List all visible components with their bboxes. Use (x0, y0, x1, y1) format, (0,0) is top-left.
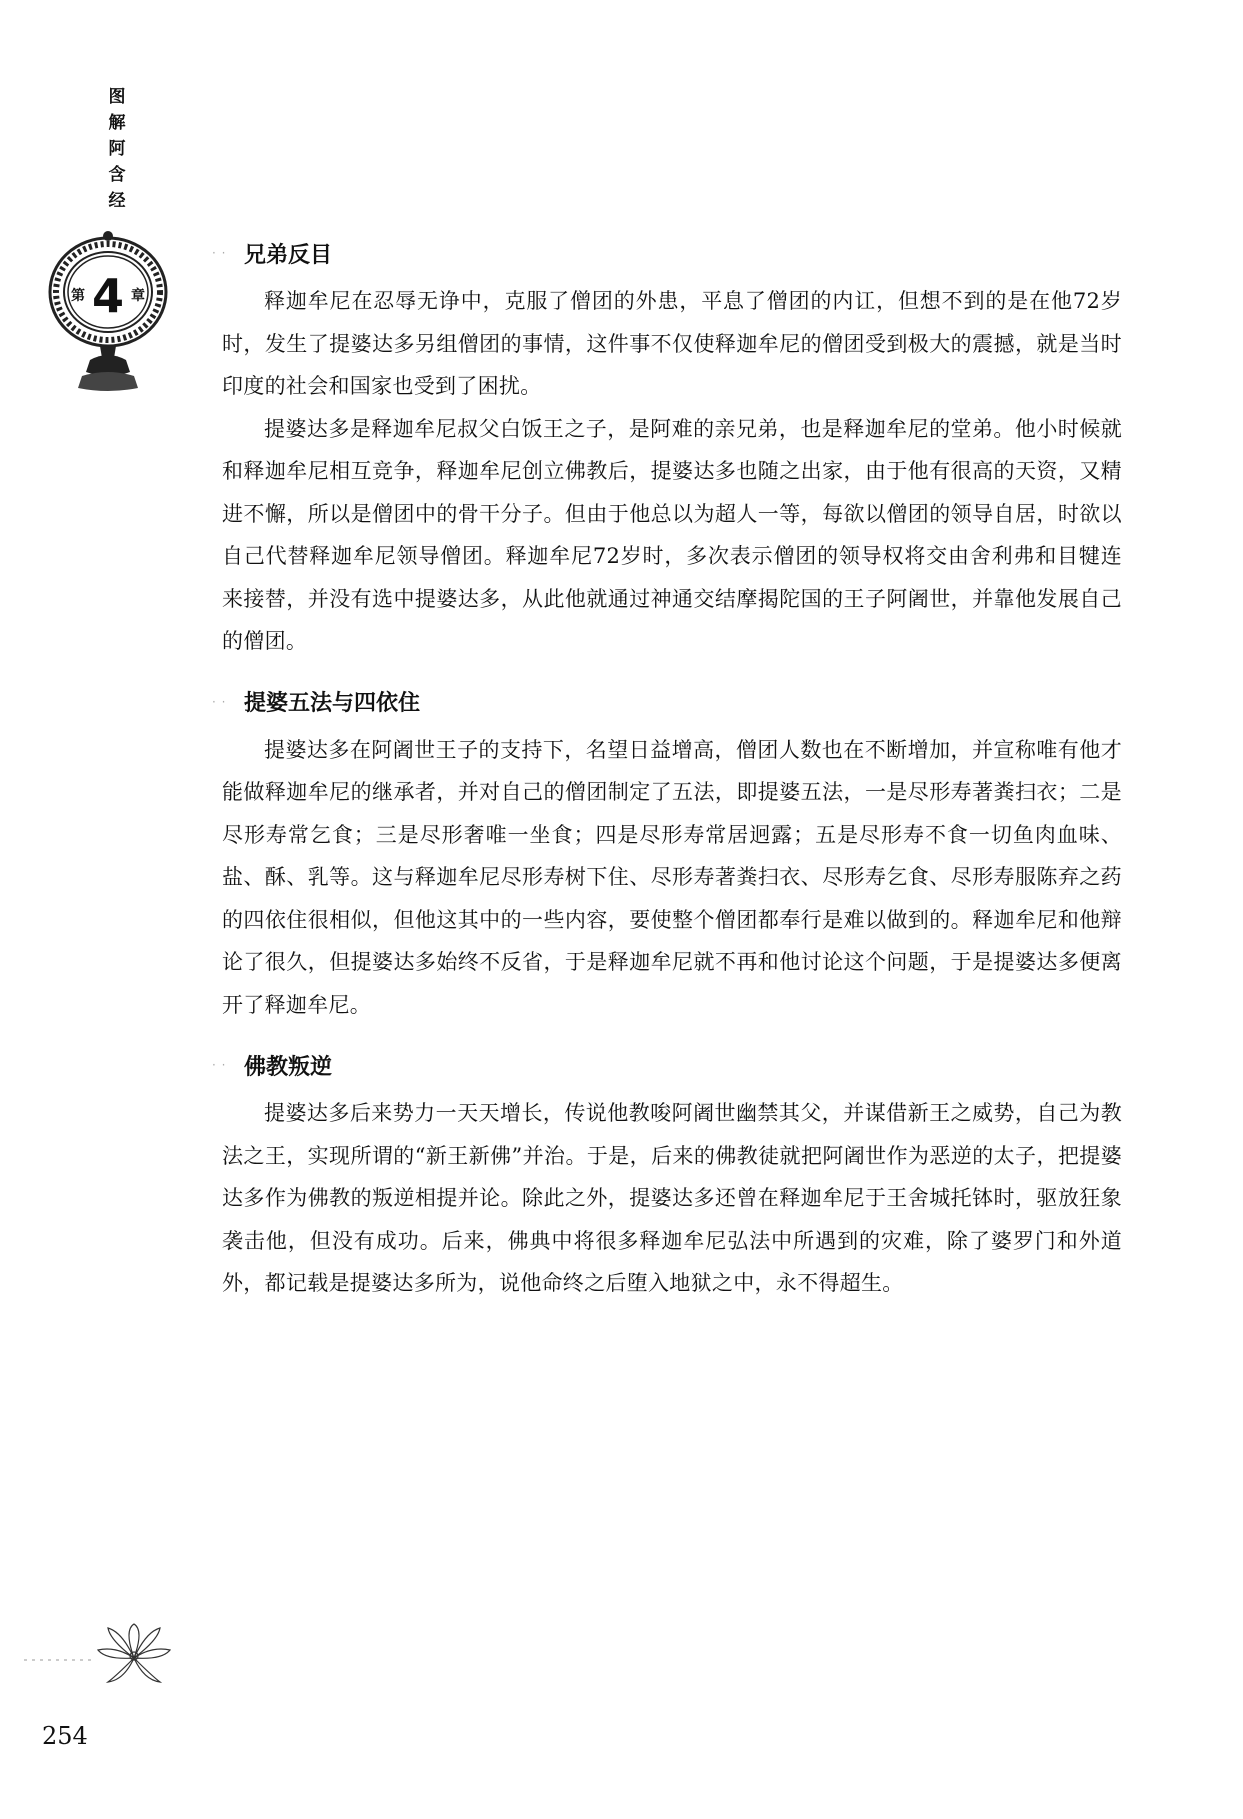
book-title-char: 解 (108, 113, 126, 133)
page-number: 254 (42, 1722, 88, 1750)
section-heading (212, 685, 1122, 719)
book-title-char: 含 (108, 165, 126, 185)
paragraph: 提婆达多在阿阇世王子的支持下，名望日益增高，僧团人数也在不断增加，并宣称唯有他才能做释迦牟尼的继承者，并对自己的僧团制定了五法，即提婆五法，一是尽形寿著粪扫衣；二是尽形寿常乞食；三是尽形奢唯一坐食；四是尽形寿常居迥露；五是尽形寿不食一切鱼肉血味、盐、酥、乳等。这与释迦牟尼尽形寿树下住、尽形寿著粪扫衣、尽形寿乞食、尽形寿服陈弃之药的四依住很相似，但他这其中的一些内容，要使整个僧团都奉行是难以做到的。释迦牟尼和他辩论了很久，但提婆达多始终不反省，于是释迦牟尼就不再和他讨论这个问题，于是提婆达多便离开了释迦牟尼。 (222, 737, 1122, 1017)
heading-mark-icon: · · (212, 246, 227, 260)
lotus-flower-icon (24, 1620, 174, 1690)
book-title-char: 经 (108, 191, 126, 211)
section-heading (212, 236, 1122, 270)
section-heading-text: 提婆五法与四依住 (244, 691, 421, 716)
book-title-char: 图 (108, 87, 126, 107)
section-rebellion (212, 1048, 1122, 1305)
chapter-suffix: 章 (131, 288, 145, 304)
section-five-rules (212, 685, 1122, 1027)
heading-mark-icon: · · (212, 694, 227, 709)
book-title (104, 84, 130, 214)
article-body (212, 236, 1122, 1327)
heading-mark-icon: · · (212, 1058, 227, 1072)
section-heading-text: 兄弟反目 (244, 242, 333, 268)
book-title-char: 阿 (108, 139, 126, 159)
section-heading (212, 1048, 1122, 1082)
paragraph: 提婆达多是释迦牟尼叔父白饭王之子，是阿难的亲兄弟，也是释迦牟尼的堂弟。他小时候就和释迦牟尼相互竞争，释迦牟尼创立佛教后，提婆达多也随之出家，由于他有很高的天资，又精进不懈，所以是僧团中的骨干分子。但由于他总以为超人一等，每欲以僧团的领导自居，时欲以自己代替释迦牟尼领导僧团。释迦牟尼72岁时，多次表示僧团的领导权将交由舍利弗和目犍连来接替，并没有选中提婆达多，从此他就通过神通交结摩揭陀国的王子阿阇世，并靠他发展自己的僧团。 (222, 416, 1122, 653)
chapter-badge (30, 230, 190, 450)
paragraph: 释迦牟尼在忍辱无诤中，克服了僧团的外患，平息了僧团的内讧，但想不到的是在他72岁时，发生了提婆达多另组僧团的事情，这件事不仅使释迦牟尼的僧团受到极大的震撼，就是当时印度的社会和国家也受到了困扰。 (222, 289, 1122, 398)
chapter-prefix: 第 (71, 288, 85, 304)
section-heading-text: 佛教叛逆 (244, 1054, 333, 1080)
section-brothers-feud (212, 236, 1122, 663)
paragraph: 提婆达多后来势力一天天增长，传说他教唆阿阇世幽禁其父，并谋借新王之威势，自己为教法之王，实现所谓的“新王新佛”并治。于是，后来的佛教徒就把阿阇世作为恶逆的太子，把提婆达多作为佛教的叛逆相提并论。除此之外，提婆达多还曾在释迦牟尼于王舍城托钵时，驱放狂象袭击他，但没有成功。后来，佛典中将很多释迦牟尼弘法中所遇到的灾难，除了婆罗门和外道外，都记载是提婆达多所为，说他命终之后堕入地狱之中，永不得超生。 (222, 1101, 1122, 1295)
chapter-number: 4 (91, 269, 125, 323)
